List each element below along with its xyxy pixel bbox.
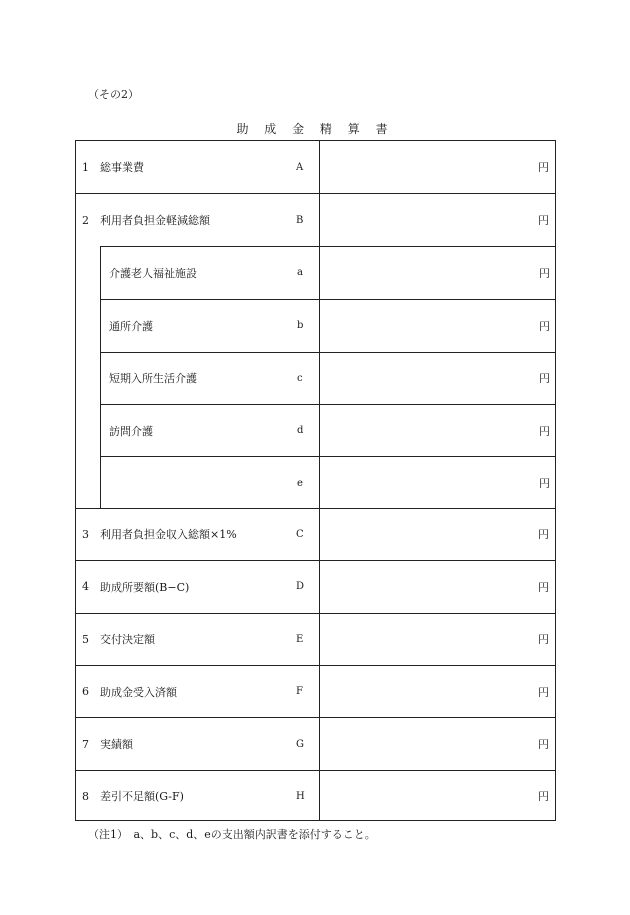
row-number: 4 (82, 580, 89, 594)
table-row (76, 141, 555, 193)
settlement-table (75, 140, 556, 821)
header-label: （その2） (88, 88, 139, 101)
row-unit: 円 (538, 790, 549, 804)
row-label: 利用者負担金収入総額×1% (100, 528, 237, 542)
row-code: E (296, 633, 304, 645)
row-number: 2 (82, 213, 89, 227)
row-code: C (296, 528, 304, 540)
document-title: 助 成 金 精 算 書 (236, 122, 394, 136)
row-code: H (296, 790, 305, 802)
table-row (76, 508, 555, 560)
row-code: A (296, 161, 304, 173)
sub-table-row (101, 456, 556, 508)
row-number: 7 (82, 737, 89, 751)
table-row (76, 717, 555, 769)
row-code: G (296, 738, 304, 750)
sub-table-row (101, 352, 556, 404)
row-number: 5 (82, 632, 89, 646)
sub-row-unit: 円 (539, 477, 550, 491)
sub-row-code: e (297, 477, 303, 489)
sub-row-unit: 円 (539, 424, 550, 438)
row-label: 交付決定額 (100, 633, 155, 647)
row-unit: 円 (538, 528, 549, 542)
sub-rows-block (100, 246, 555, 508)
row-label: 助成金受入済額 (100, 685, 177, 699)
sub-row-code: a (297, 267, 303, 279)
sub-row-code: b (297, 320, 304, 332)
row-unit: 円 (538, 738, 549, 752)
sub-row-label: 通所介護 (109, 319, 153, 333)
row-code: B (296, 214, 304, 226)
sub-table-row (101, 299, 556, 351)
row-number: 3 (82, 527, 89, 541)
row-label: 実績額 (100, 738, 133, 752)
row-unit: 円 (538, 580, 549, 594)
row-number: 8 (82, 789, 89, 803)
row-label: 利用者負担金軽減総額 (100, 214, 210, 228)
sub-row-code: c (297, 372, 303, 384)
sub-row-label: 短期入所生活介護 (109, 372, 197, 386)
table-row (76, 770, 555, 822)
sub-row-unit: 円 (539, 266, 550, 280)
row-code: D (296, 581, 305, 593)
row-label: 差引不足額(G-F) (100, 790, 184, 804)
row-unit: 円 (538, 214, 549, 228)
table-row (76, 193, 555, 245)
sub-table-row (101, 247, 556, 299)
row-unit: 円 (538, 633, 549, 647)
table-row (76, 665, 555, 717)
sub-table-row (101, 404, 556, 456)
row-code: F (296, 686, 303, 698)
table-row (76, 613, 555, 665)
row-number: 6 (82, 685, 89, 699)
row-number: 1 (82, 160, 89, 174)
sub-row-label: 訪問介護 (109, 424, 153, 438)
row-unit: 円 (538, 685, 549, 699)
row-unit: 円 (538, 161, 549, 175)
footnote: （注1） a、b、c、d、eの支出額内訳書を添付すること。 (88, 828, 376, 841)
sub-row-unit: 円 (539, 319, 550, 333)
row-label: 助成所要額(B−C) (100, 580, 190, 594)
sub-row-label: 介護老人福祉施設 (109, 266, 197, 280)
table-row (76, 560, 555, 612)
sub-row-code: d (297, 425, 304, 437)
row-label: 総事業費 (100, 161, 144, 175)
sub-row-unit: 円 (539, 372, 550, 386)
